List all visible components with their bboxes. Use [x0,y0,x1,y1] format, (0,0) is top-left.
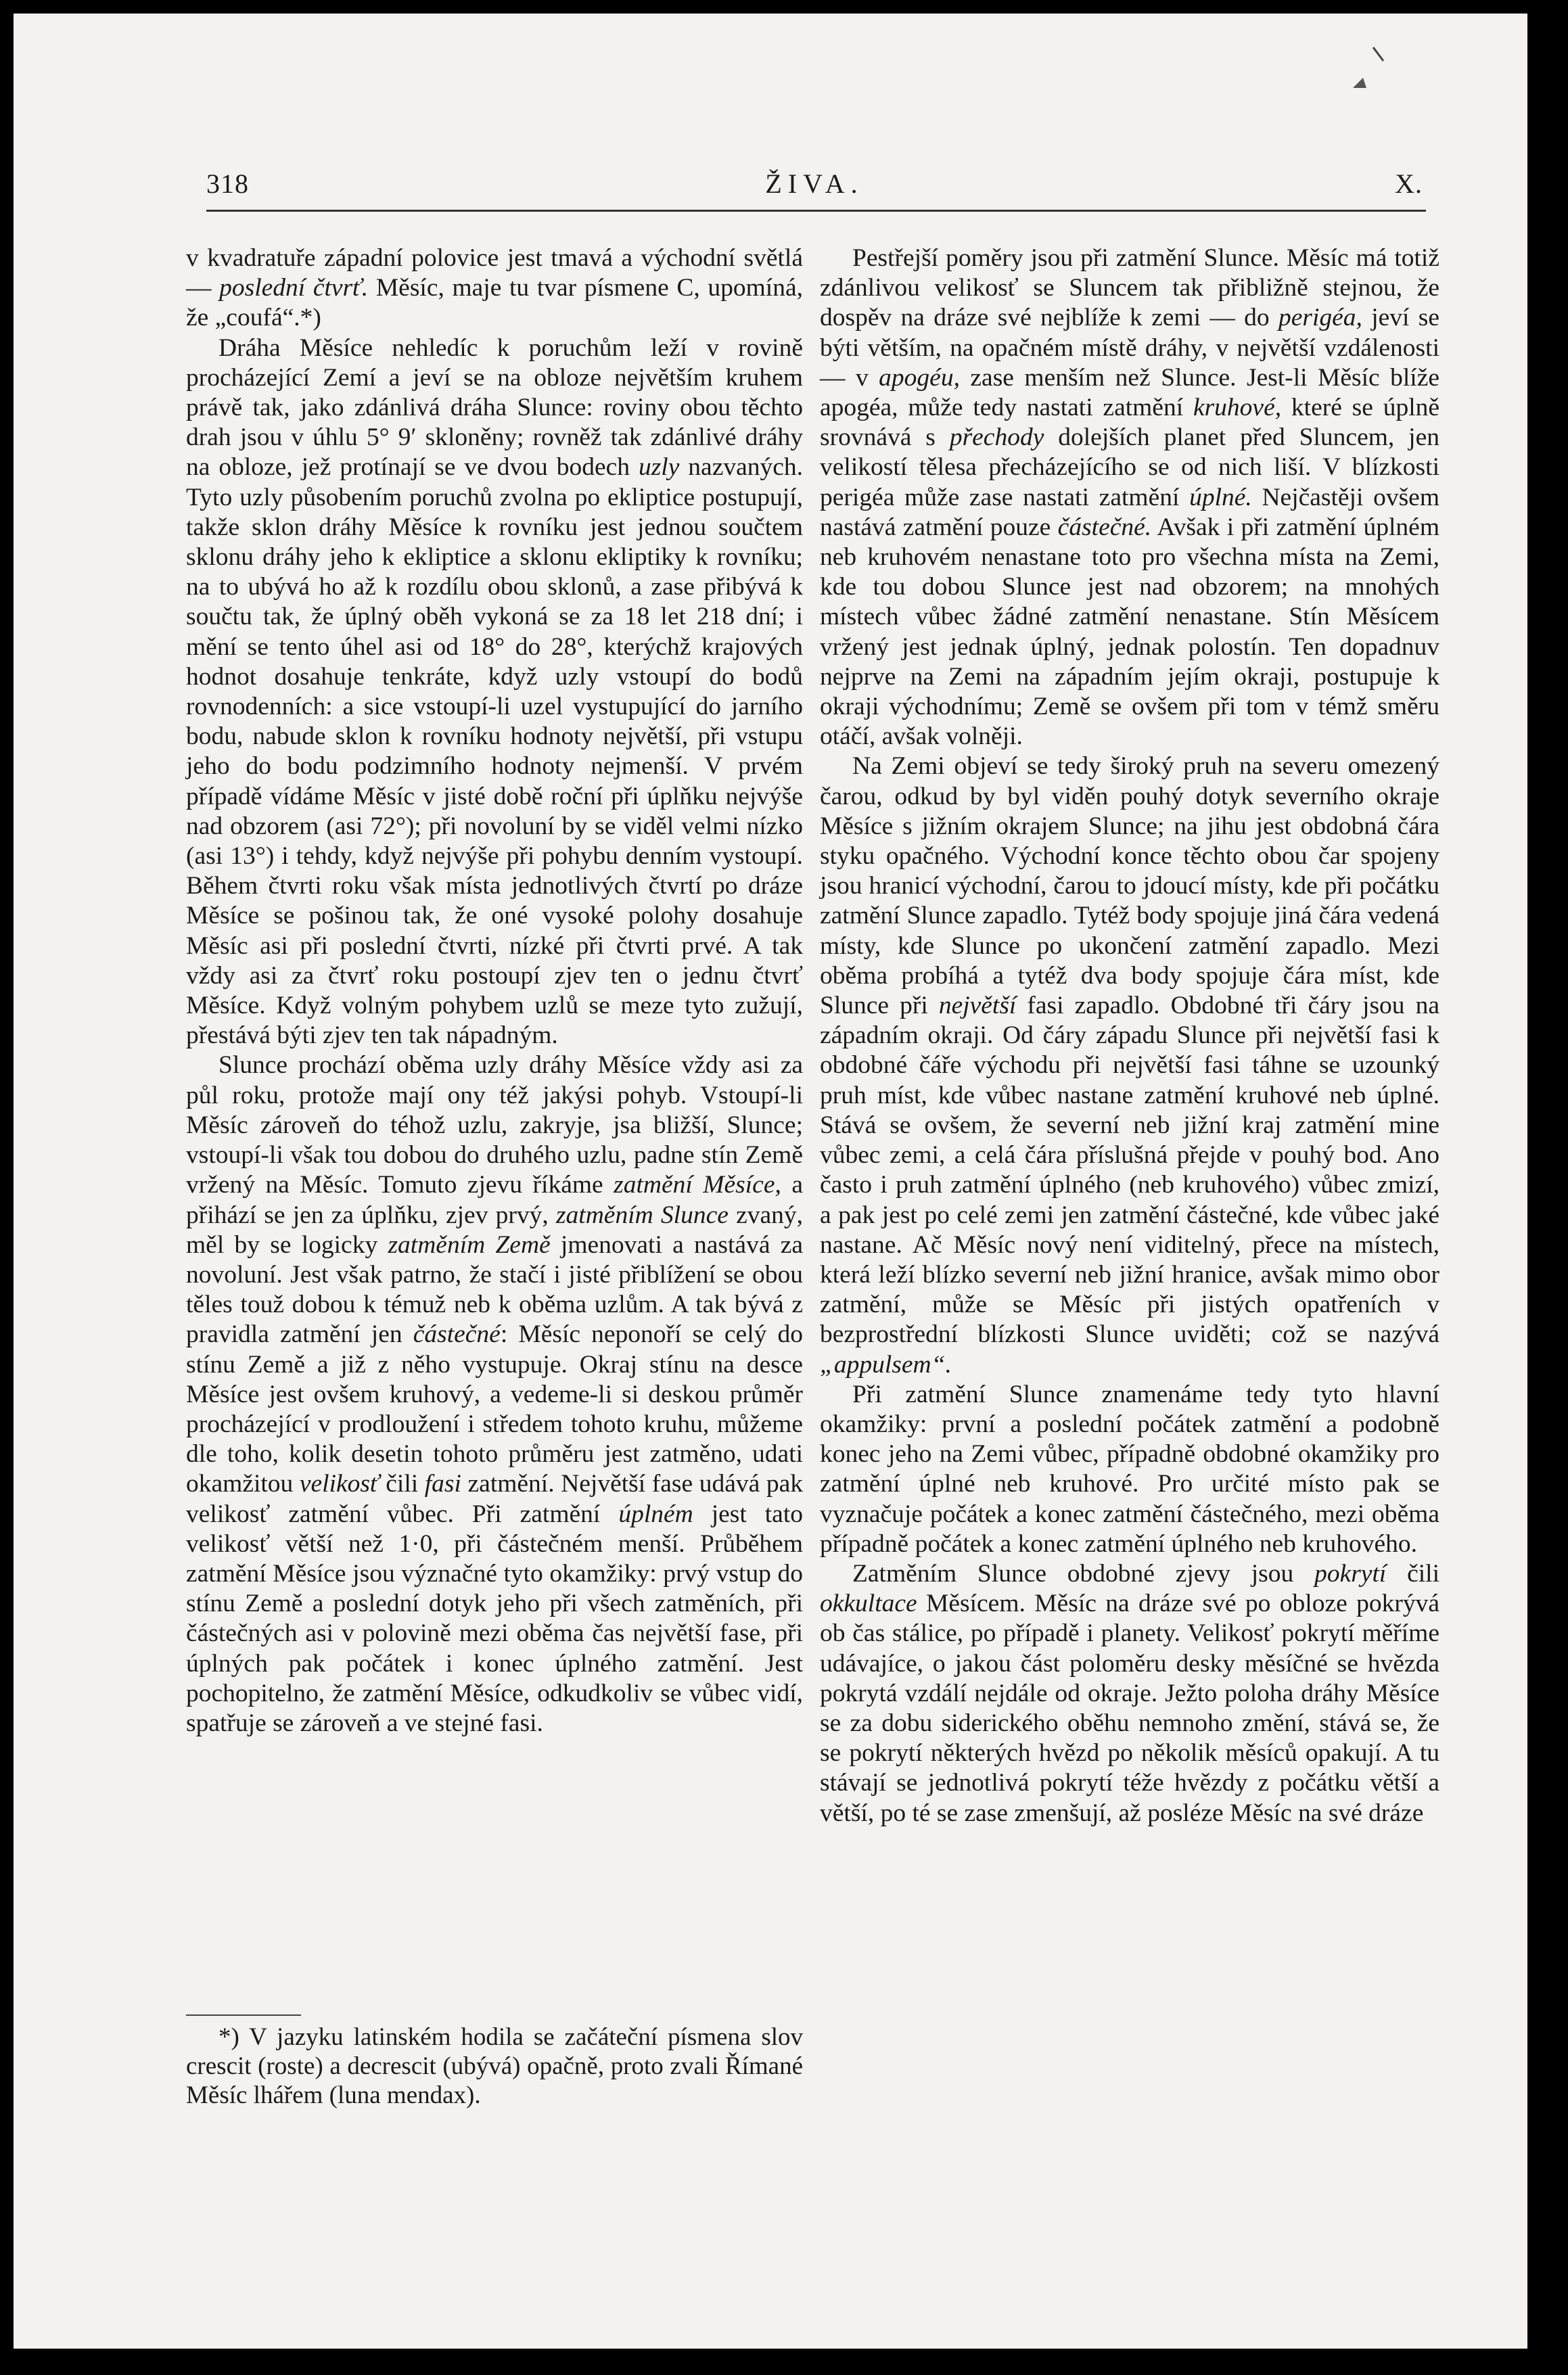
paragraph: Slunce prochází oběma uzly dráhy Měsíce vždy asi za půl roku, protože mají ony též jakýsi pohyb. Vstoupí-li Měsíc zároveň do téhož uzlu, zakryje, jsa bližší, Slunce; vstoupí-li však tou dobou do druhého uzlu, padne stín Země vržený na Měsíc. Tomuto zjevu říkáme zatmění Měsíce, a přihází se jen za úplňku, zjev prvý, zatměním Slunce zvaný, měl by se logicky zatměním Země jmenovati a nastává za novoluní. Jest však patrno, že stačí i jisté přiblížení se obou těles touž dobou k témuž neb k oběma uzlům. A tak bývá z pravidla zatmění jen částečné: Měsíc neponoří se celý do stínu Země a již z něho vystupuje. Okraj stínu na desce Měsíce jest ovšem kruhový, a vedeme-li si deskou průměr procházející v prodloužení i středem tohoto kruhu, můžeme dle toho, kolik desetin tohoto průměru jest zatměno, udati okamžitou velikosť čili fasi zatmění. Největší fase udává pak velikosť zatmění vůbec. Při zatmění úplném jest tato velikosť větší než 1·0, při částečném menší. Průběhem zatmění Měsíce jsou význačné tyto okamžiky: prvý vstup do stínu Země a poslední dotyk jeho při všech zatměních, při částečných asi v polovině mezi oběma čas největší fase, při úplných pak počátek i konec úplného zatmění. Jest pochopitelno, že zatmění Měsíce, odkudkoliv se vůbec vidí, spatřuje se zároveň a ve stejné fasi. [186,1051,804,1737]
paragraph: v kvadratuře západní polovice jest tmavá a východní světlá — poslední čtvrť. Měsíc, maje tu tvar písmene C, upomíná, že „coufá“.*) [186,244,803,332]
right-column [820,244,1439,1828]
header-rule [206,210,1426,212]
paragraph: Pestřejší poměry jsou při zatmění Slunce. Měsíc má totiž zdánlivou velikosť se Sluncem tak přibližně stejnou, že dospěv na dráze své nejblíže k zemi — do perigéa, jeví se býti větším, na opačném místě dráhy, v největší vzdálenosti — v apogéu, zase menším než Slunce. Jest-li Měsíc blíže apogéa, může tedy nastati zatmění kruhové, které se úplně srovnává s přechody dolejších planet před Sluncem, jen velikostí tělesa přecházejícího se od nich liší. V blízkosti perigéa může zase nastati zatmění úplné. Nejčastěji ovšem nastává zatmění pouze částečné. Avšak i při zatmění úplném neb kruhovém nenastane toto pro všechna místa na Zemi, kde tou dobou Slunce jest nad obzorem; na mnohých místech vůbec žádné zatmění nenastane. Stín Měsícem vržený jest jednak úplný, jednak polostín. Ten dopadnuv nejprve na Zemi na západním jejím okraji, postupuje k okraji východnímu; Země se ovšem při tom v témž směru otáčí, avšak volněji. [820,244,1440,751]
footnote-text: *) V jazyku latinském hodila se začáteční písmena slov crescit (roste) a decrescit (ubývá) opačně, proto zvali Římané Měsíc lhářem (luna mendax). [186,2023,803,2109]
paragraph: Dráha Měsíce nehledíc k poruchům leží v rovině procházející Zemí a jeví se na obloze největším kruhem právě tak, jako zdánlivá dráha Slunce: roviny obou těchto drah jsou v úhlu 5° 9′ skloněny; rovněž tak zdánlivé dráhy na obloze, jež protínají se ve dvou bodech uzly nazvaných. Tyto uzly působením poruchů zvolna po ekliptice postupují, takže sklon dráhy Měsíce k rovníku jest jednou součtem sklonu dráhy jeho k ekliptice a sklonu ekliptiky k rovníku; na to ubývá ho až k rozdílu obou sklonů, a zase přibývá k součtu tak, že úplný oběh vykoná se za 18 let 218 dní; i mění se tento úhel asi od 18° do 28°, kterýchž krajových hodnot dosahuje tenkráte, když uzly vstoupí do bodů rovnodenních: a sice vstoupí-li uzel vystupující do jarního bodu, nabude sklon k rovníku hodnoty největší, při vstupu jeho do bodu podzimního hodnoty nejmenší. V prvém případě vídáme Měsíc v jisté době roční při úplňku nejvýše nad obzorem (asi 72°); při novoluní by se viděl velmi nízko (asi 13°) i tehdy, když nejvýše při pohybu denním vystoupí. Během čtvrti roku však místa jednotlivých čtvrtí po dráze Měsíce se pošinou tak, že oné vysoké polohy dosahuje Měsíc asi při poslední čtvrti, nízké při čtvrti prvé. A tak vždy asi za čtvrť roku postoupí zjev ten o jednu čtvrť Měsíce. Když volným pohybem uzlů se meze tyto zužují, přestává býti zjev ten tak nápadným. [186,333,804,1050]
footnote-rule [186,2014,301,2016]
left-column [186,244,803,1738]
page [14,14,1527,2349]
journal-title: ŽIVA. [765,168,864,199]
paragraph: Zatměním Slunce obdobné zjevy jsou pokrytí čili okkultace Měsícem. Měsíc na dráze své po obloze pokrývá ob čas stálice, po případě i planety. Velikosť pokrytí měříme udávajíce, o jakou část poloměru desky měsíčné se hvězda pokrytá vzdálí nejdále od okraje. Ježto poloha dráhy Měsíce se za dobu siderického oběhu nemnoho změní, stává se, že se pokrytí některých hvězd po několik měsíců opakují. A tu stávají se jednotlivá pokrytí téže hvězdy z počátku větší a větší, po té se zase zmenšují, až posléze Měsíc na své dráze [820,1559,1439,1827]
scan-artifact-icon [1346,41,1393,95]
footnote [186,2023,803,2110]
page-number: 318 [206,168,249,199]
paragraph: Na Zemi objeví se tedy široký pruh na severu omezený čarou, odkud by byl viděn pouhý dotyk severního okraje Měsíce s jižním okrajem Slunce; na jihu jest obdobná čára styku opačného. Východní konce těchto obou čar spojeny jsou hranicí východní, čarou to jdoucí místy, kde při počátku zatmění Slunce zapadlo. Tytéž body spojuje jiná čára vedená místy, kde Slunce po ukončení zatmění zapadlo. Mezi oběma probíhá a tytéž dva body spojuje čára míst, kde Slunce při největší fasi zapadlo. Obdobné tři čáry jsou na západním okraji. Od čáry západu Slunce při největší fasi k obdobné čáře východu při největší fasi táhne se uzounký pruh míst, kde vůbec nastane zatmění kruhové neb úplné. Stává se ovšem, že severní neb jižní kraj zatmění mine vůbec zemi, a celá čára příslušná přejde v pouhý bod. Ano často i pruh zatmění úplného (neb kruhového) vůbec zmizí, a pak jest po celé zemi jen zatmění částečné, kde vůbec jaké nastane. Ač Měsíc nový není viditelný, přece na místech, která leží blízko severní neb jižní hranice, avšak mimo obor zatmění, může se Měsíc při jistých opatřeních v bezprostřední blízkosti Slunce uviděti; což se nazývá „appulsem“. [820,752,1439,1379]
paragraph: Při zatmění Slunce znamenáme tedy tyto hlavní okamžiky: první a poslední počátek zatmění a podobně konec jeho na Zemi vůbec, případně obdobné okamžiky pro zatmění úplné neb kruhové. Pro určité místo pak se vyznačuje počátek a konec zatmění částečného, mezi oběma případně počátek a konec zatmění úplného neb kruhového. [820,1380,1439,1558]
running-header [206,156,1423,210]
volume-number: X. [1395,168,1423,199]
